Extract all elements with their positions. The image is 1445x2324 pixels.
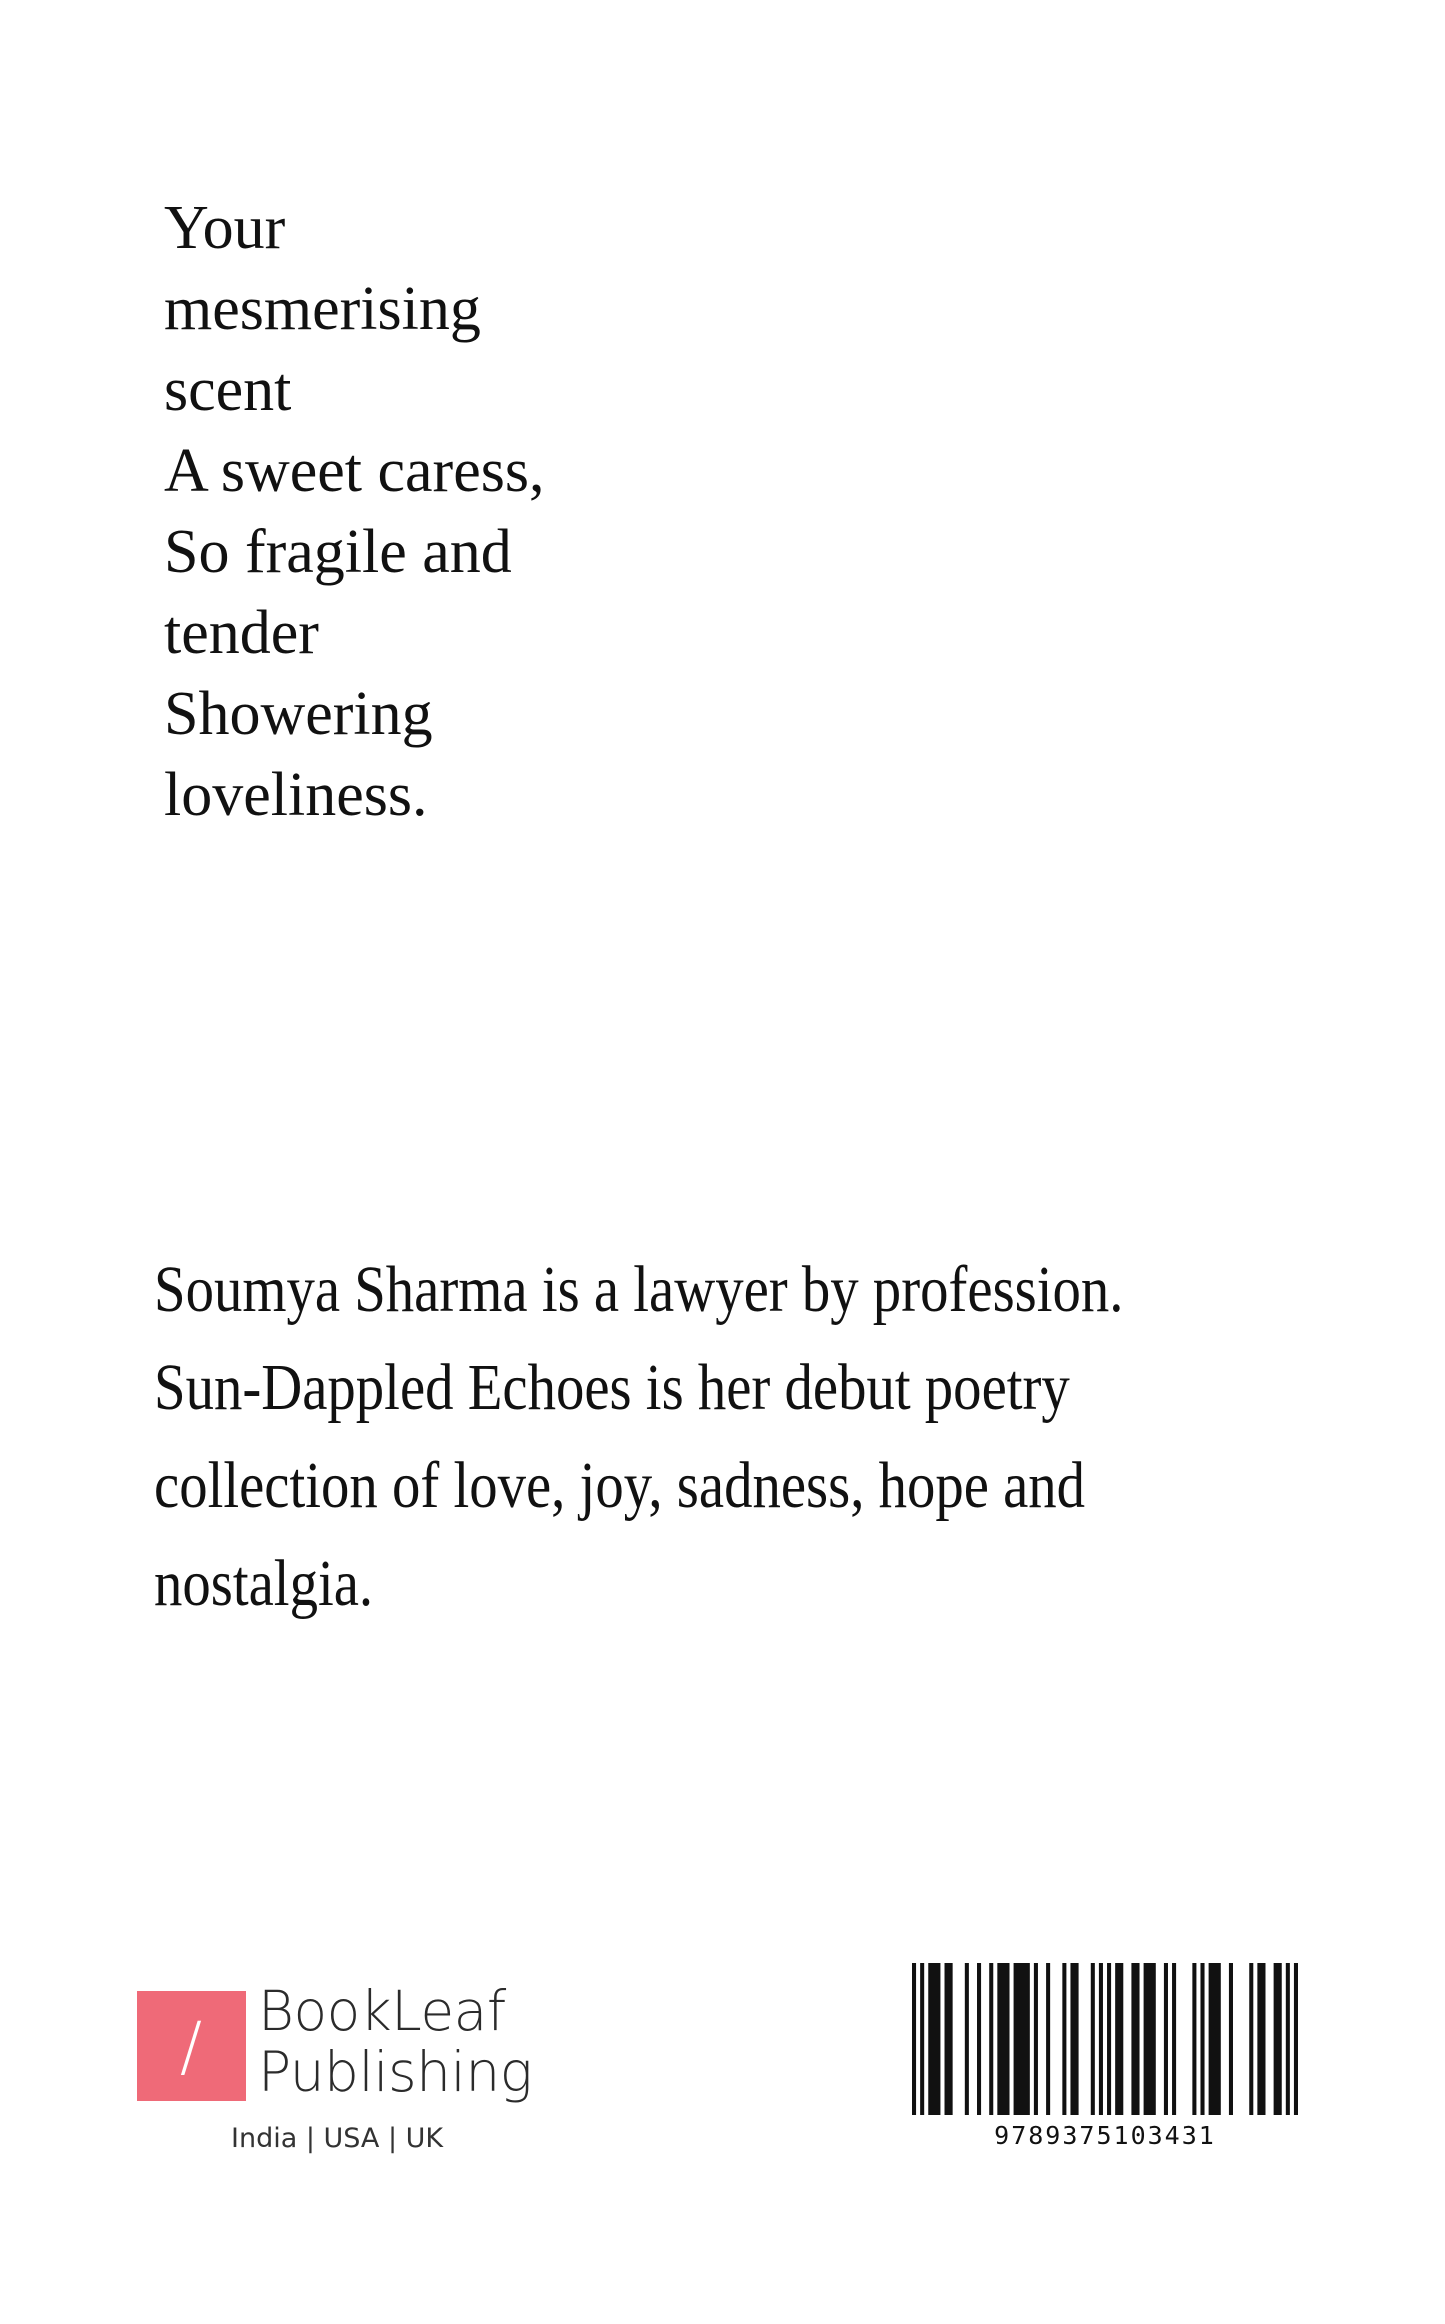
publisher-logo-mark xyxy=(137,1991,246,2101)
barcode-bar xyxy=(1294,1963,1298,2115)
publisher-name xyxy=(258,1981,532,2103)
barcode-bar xyxy=(920,1963,924,2115)
barcode-bar xyxy=(1164,1963,1168,2115)
barcode-bar xyxy=(1131,1963,1139,2115)
barcode-bar xyxy=(989,1963,993,2115)
barcode-bar xyxy=(965,1963,969,2115)
barcode-bar xyxy=(1107,1963,1111,2115)
publisher-logo xyxy=(137,1979,557,2171)
poem-excerpt xyxy=(164,188,804,836)
barcode-bar xyxy=(1172,1963,1176,2115)
barcode-bar xyxy=(1034,1963,1038,2115)
poem-line: A sweet caress, xyxy=(164,437,545,505)
bio-line: collection of love, joy, sadness, hope and xyxy=(154,1449,1086,1522)
barcode-bar xyxy=(1062,1963,1066,2115)
isbn-number: 9789375103431 xyxy=(994,2121,1216,2150)
barcode-bar xyxy=(1257,1963,1265,2115)
barcode-bar xyxy=(1115,1963,1123,2115)
svg-text:/: / xyxy=(179,2008,203,2085)
barcode-bar xyxy=(1229,1963,1233,2115)
barcode-bar xyxy=(1192,1963,1196,2115)
barcode-bar xyxy=(1099,1963,1103,2115)
poem-line: mesmerising xyxy=(164,275,481,343)
bio-line: Soumya Sharma is a lawyer by profession. xyxy=(154,1253,1124,1326)
barcode-bar xyxy=(1200,1963,1204,2115)
isbn-barcode xyxy=(912,1963,1298,2163)
poem-line: loveliness. xyxy=(164,761,428,829)
poem-line: tender xyxy=(164,599,319,667)
barcode-bar xyxy=(1249,1963,1253,2115)
barcode-bar xyxy=(928,1963,940,2115)
publisher-name-line1: BookLeaf xyxy=(258,1979,506,2043)
barcode-bar xyxy=(1091,1963,1095,2115)
poem-line: So fragile and xyxy=(164,518,512,586)
barcode-bar xyxy=(997,1963,1009,2115)
poem-line: Your xyxy=(164,194,286,262)
barcode-bar xyxy=(1209,1963,1221,2115)
poem-line: Showering xyxy=(164,680,433,748)
barcode-bars xyxy=(912,1963,1298,2115)
bio-line: nostalgia. xyxy=(154,1547,374,1620)
barcode-bar xyxy=(1070,1963,1078,2115)
barcode-bar xyxy=(977,1963,981,2115)
barcode-bar xyxy=(1144,1963,1156,2115)
barcode-bar xyxy=(945,1963,953,2115)
bio-line: Sun-Dappled Echoes is her debut poetry xyxy=(154,1351,1070,1424)
barcode-bar xyxy=(1274,1963,1282,2115)
publisher-regions: India | USA | UK xyxy=(231,2123,444,2154)
slash-icon xyxy=(137,1991,246,2101)
poem-line: scent xyxy=(164,356,292,424)
publisher-name-line2: Publishing xyxy=(258,2040,533,2104)
barcode-bar xyxy=(1014,1963,1030,2115)
author-bio xyxy=(154,1241,1414,1633)
barcode-bar xyxy=(1286,1963,1290,2115)
barcode-bar xyxy=(912,1963,916,2115)
barcode-bar xyxy=(1046,1963,1050,2115)
